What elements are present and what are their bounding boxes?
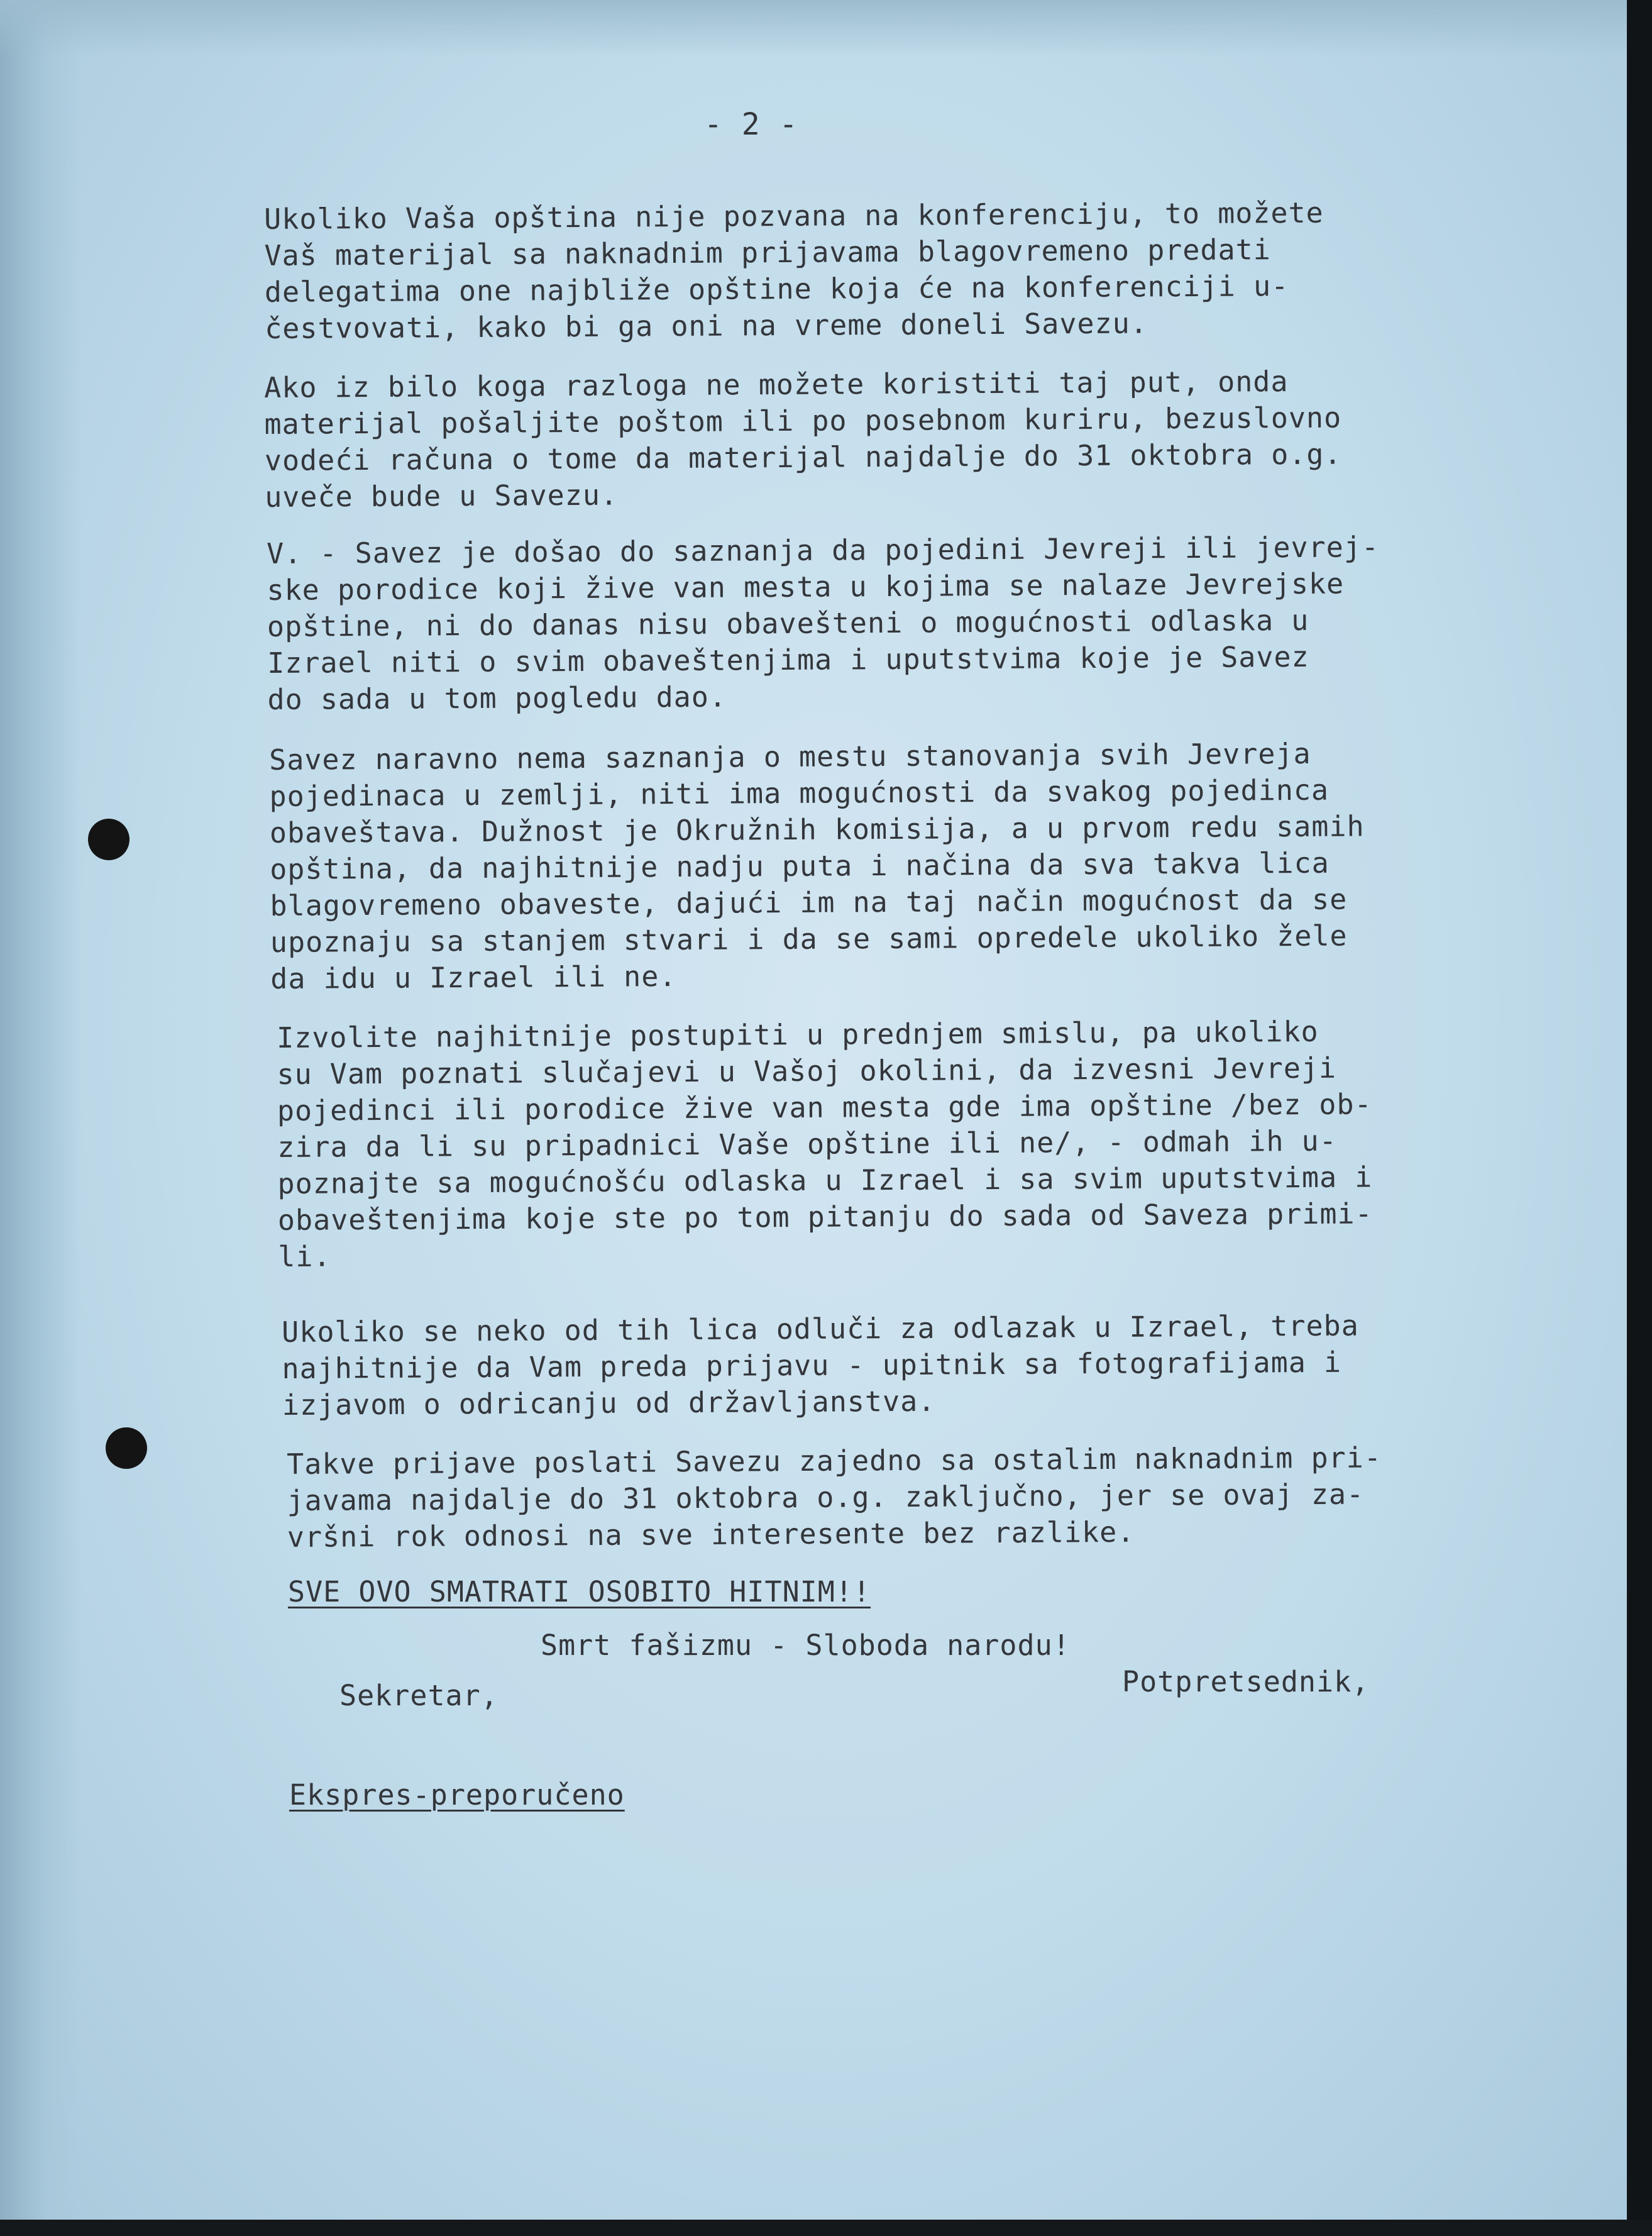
text-line: Ako iz bilo koga razloga ne možete koristiti taj put, onda xyxy=(264,365,1289,404)
text-line: javama najdalje do 31 oktobra o.g. zaključno, jer se ovaj za- xyxy=(287,1477,1365,1517)
delivery-note: Ekspres-preporučeno xyxy=(289,1778,625,1812)
signature-secretary: Sekretar, xyxy=(339,1679,498,1712)
text-line: vršni rok odnosi na sve interesente bez razlike. xyxy=(287,1515,1135,1554)
text-line: pojedinaca u zemlji, niti ima mogućnosti da svakog pojedinca xyxy=(269,773,1330,813)
text-line: uveče bude u Savezu. xyxy=(265,478,619,514)
text-line: V. - Savez je došao do saznanja da pojedini Jevreji ili jevrej- xyxy=(267,530,1380,570)
text-line: Izvolite najhitnije postupiti u prednjem smislu, pa ukoliko xyxy=(277,1014,1319,1054)
text-line: Ukoliko se neko od tih lica odluči za odlazak u Izrael, treba xyxy=(282,1309,1359,1349)
paragraph-savez xyxy=(269,735,1365,997)
text-line: čestvovati, kako bi ga oni na vreme doneli Savezu. xyxy=(265,306,1148,345)
scan-bottom-border xyxy=(0,2220,1652,2236)
paragraph-ako xyxy=(264,363,1342,516)
text-line: Vaš materijal sa naknadnim prijavama blagovremeno predati xyxy=(264,233,1271,272)
text-line: pojedinci ili porodice žive van mesta gde ima opštine /bez ob- xyxy=(277,1087,1372,1127)
punch-hole-lower xyxy=(106,1427,147,1469)
scan-left-shadow xyxy=(0,0,82,2236)
scan-right-border xyxy=(1627,0,1652,2236)
text-line: najhitnije da Vam preda prijavu - upitnik sa fotografijama i xyxy=(282,1345,1342,1385)
scan-top-shadow xyxy=(0,0,1652,57)
text-line: delegatima one najbliže opštine koja će na konferenciji u- xyxy=(264,269,1289,309)
closing-greeting: Smrt fašizmu - Sloboda narodu! xyxy=(541,1629,1071,1662)
text-line: Izrael niti o svim obaveštenjima i uputstvima koje je Savez xyxy=(267,639,1309,680)
text-line: upoznaju sa stanjem stvari i da se sami opredele ukoliko žele xyxy=(270,919,1348,959)
punch-hole-upper xyxy=(88,819,129,860)
text-line: ske porodice koji žive van mesta u kojima se nalaze Jevrejske xyxy=(267,567,1345,607)
page-number: - 2 - xyxy=(704,107,798,142)
text-line: do sada u tom pogledu dao. xyxy=(267,680,727,716)
text-line: su Vam poznati slučajevi u Vašoj okolini, da izvesni Jevreji xyxy=(277,1051,1337,1091)
text-line: da idu u Izrael ili ne. xyxy=(270,960,677,995)
text-line: izjavom o odricanju od državljanstva. xyxy=(282,1384,936,1422)
paragraph-izvolite xyxy=(277,1013,1373,1275)
text-line: obaveštava. Dužnost je Okružnih komisija, a u prvom redu samih xyxy=(269,809,1365,850)
paragraph-takve xyxy=(287,1439,1382,1556)
text-line: vodeći računa o tome da materijal najdalje do 31 oktobra o.g. xyxy=(264,437,1342,477)
signature-vice-president: Potpretsednik, xyxy=(1122,1665,1370,1698)
text-line: materijal pošaljite poštom ili po posebnom kuriru, bezuslovno xyxy=(264,401,1342,441)
text-line: blagovremeno obaveste, dajući im na taj način mogućnost da se xyxy=(270,882,1348,922)
paragraph-ukoliko-second xyxy=(282,1308,1360,1424)
text-line: poznajte sa mogućnošću odlaska u Izrael i sa svim uputstvima i xyxy=(277,1160,1373,1200)
text-line: Ukoliko Vaša opština nije pozvana na konferenciju, to možete xyxy=(264,196,1324,236)
text-line: opština, da najhitnije nadju puta i načina da sva takva lica xyxy=(270,846,1330,886)
paragraph-intro xyxy=(264,195,1324,347)
text-line: obaveštenjima koje ste po tom pitanju do sada od Saveza primi- xyxy=(277,1197,1373,1237)
paragraph-v xyxy=(267,529,1380,718)
urgent-note: SVE OVO SMATRATI OSOBITO HITNIM!! xyxy=(288,1575,871,1608)
text-line: Savez naravno nema saznanja o mestu stanovanja svih Jevreja xyxy=(269,736,1311,777)
text-line: zira da li su pripadnici Vaše opštine ili ne/, - odmah ih u- xyxy=(277,1124,1337,1164)
text-line: li. xyxy=(278,1239,331,1273)
text-line: Takve prijave poslati Savezu zajedno sa ostalim naknadnim pri- xyxy=(287,1441,1382,1481)
text-line: opštine, ni do danas nisu obavešteni o mogućnosti odlaska u xyxy=(267,603,1309,643)
